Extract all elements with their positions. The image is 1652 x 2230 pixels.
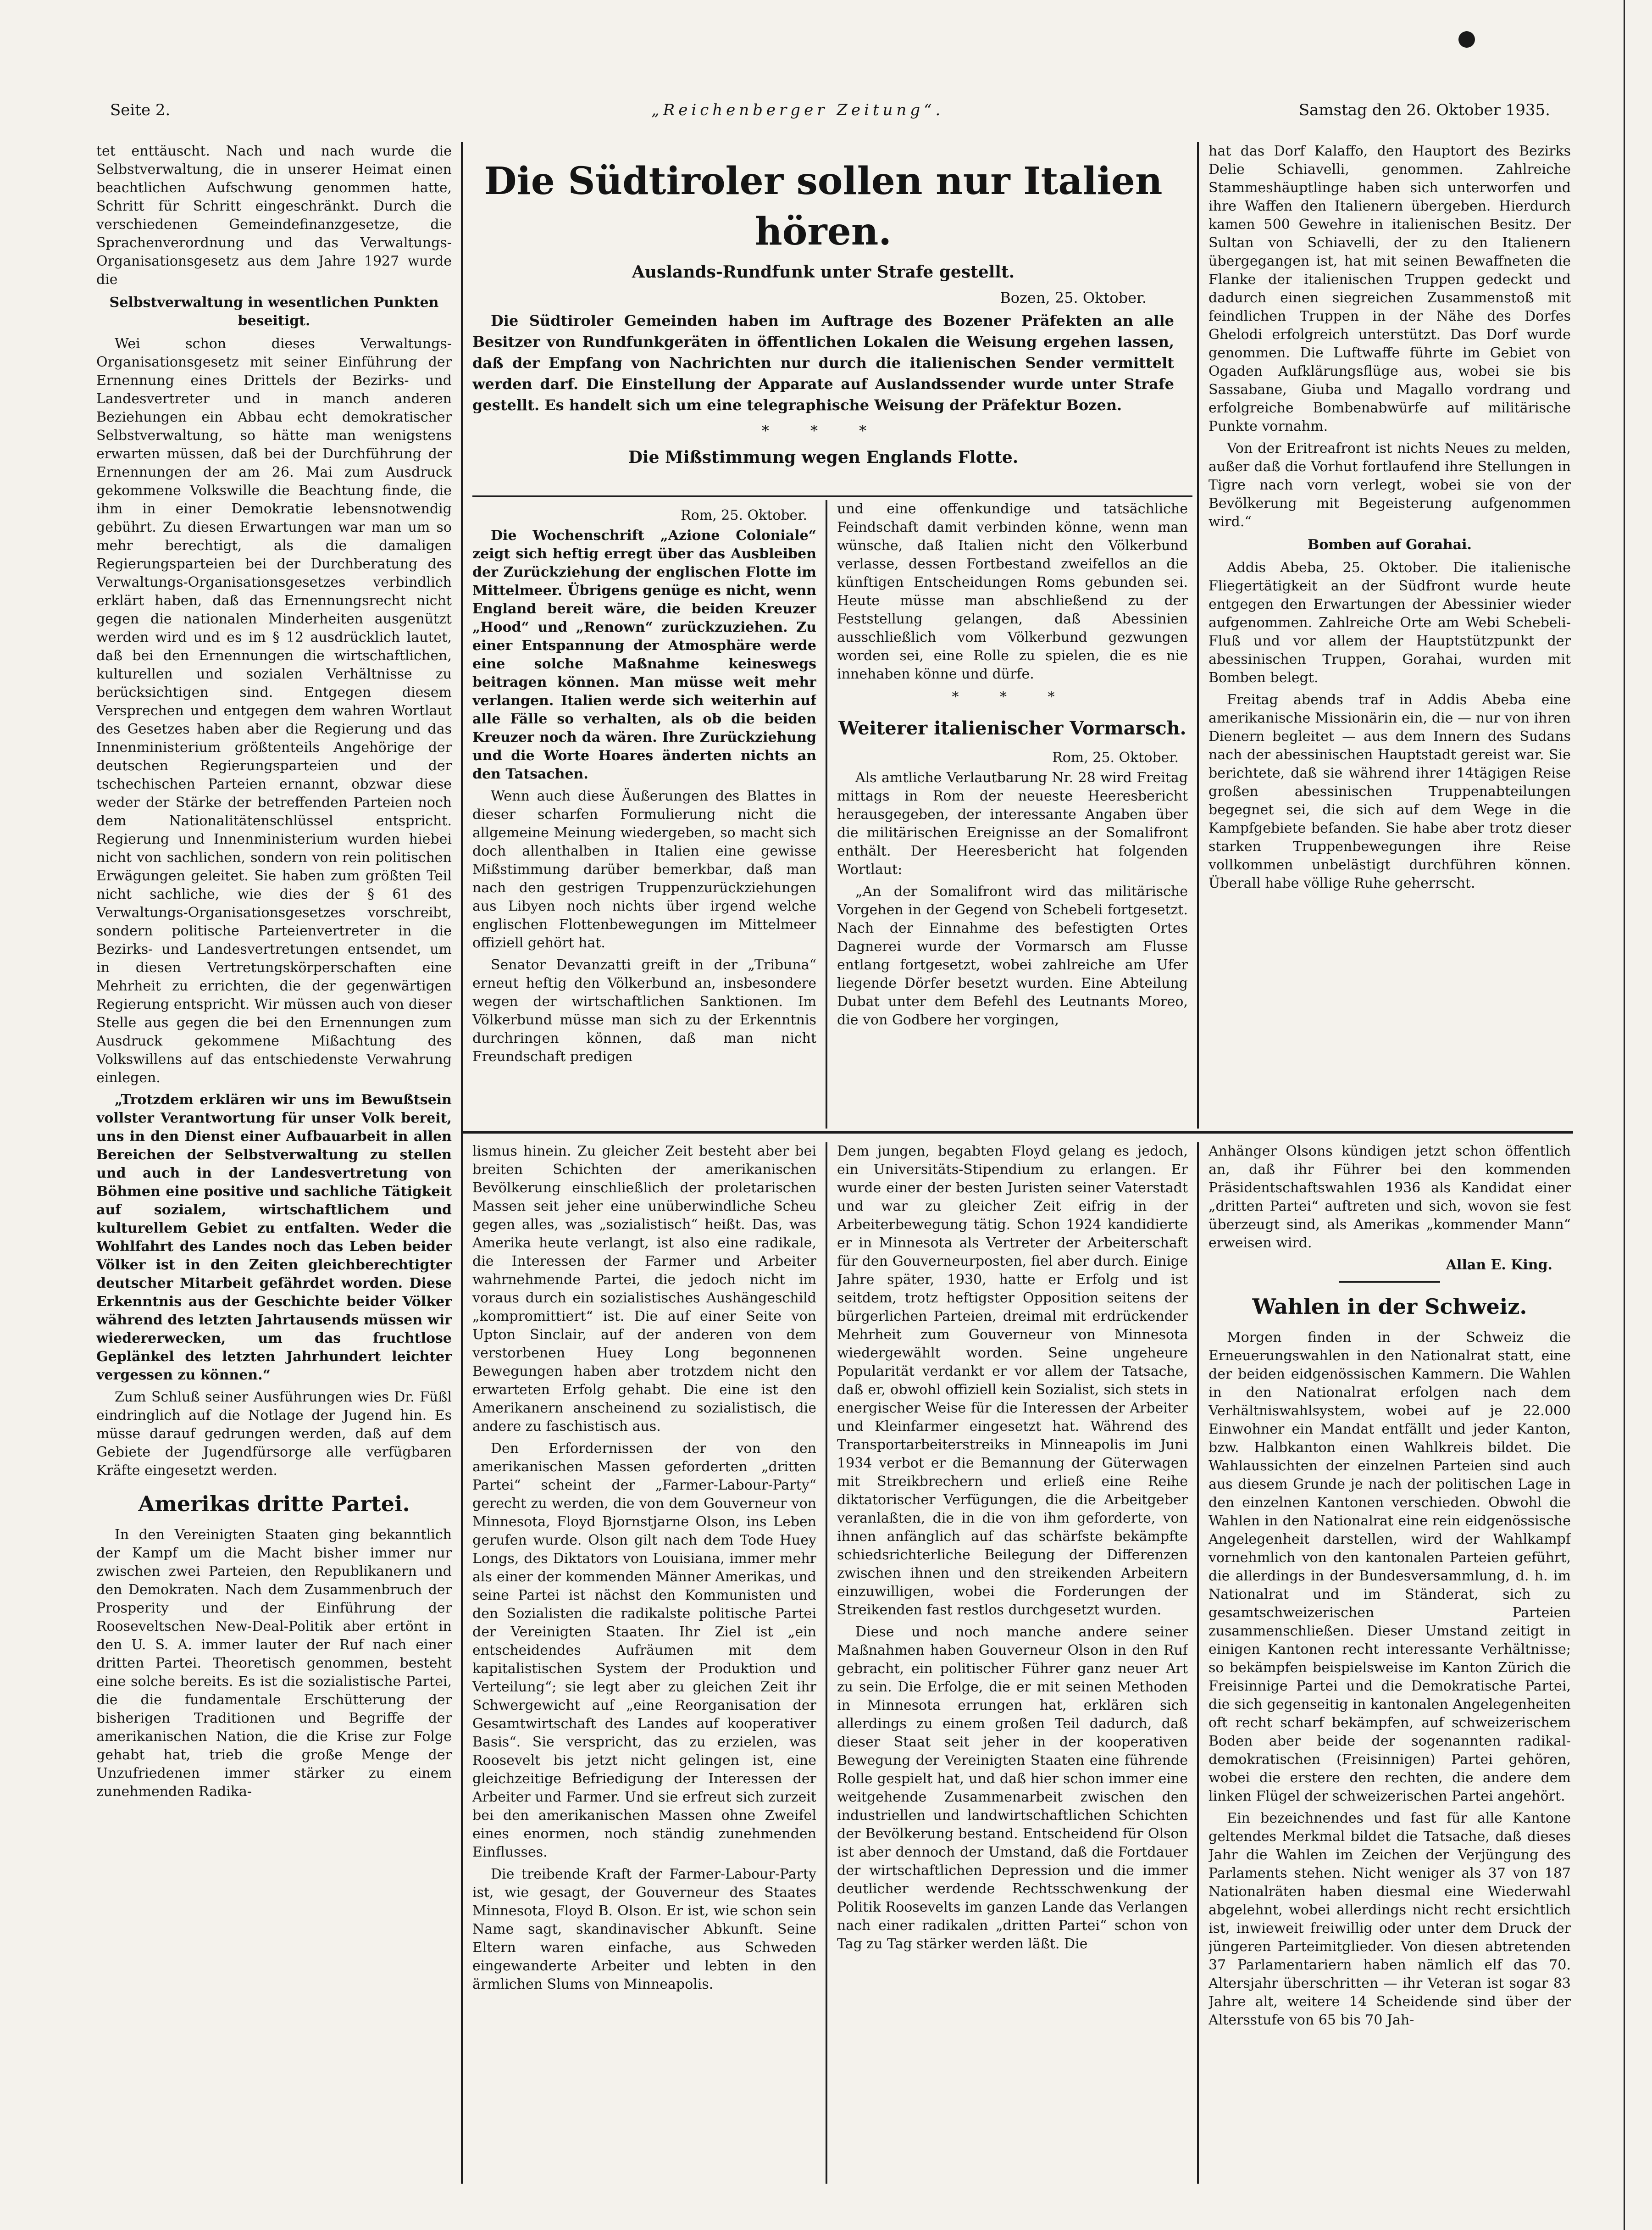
section-divider [463,1131,1573,1134]
dateline: Rom, 25. Oktober. [1052,750,1179,766]
dateline: Bozen, 25. Oktober. [1000,289,1147,306]
column-3-upper [837,500,1188,1124]
column-2-upper [472,505,816,1124]
column-4-lower [1209,1142,1571,2179]
paragraph: Addis Abeba, 25. Oktober. Die italienische Fliegertätigkeit an der Südfront wurde heute entgegen den Erwartungen der Abessinier wieder aufgenommen. Zahlreiche Orte am Webi Schebeli-Fluß und vor allem der Hauptstützpunkt der abessinischen Truppen, Gorahai, wurden mit Bomben belegt. [1209,560,1571,686]
subheading: Bomben auf Gorahai. [1308,537,1472,553]
paragraph: Freitag abends traf in Addis Abeba eine amerikanische Missionärin ein, die — nur von ihren Dienern begleitet — aus dem Innern des Sudans nach der abessinischen Hauptstadt gereist war. Sie berichtete, daß sie während ihrer 14tägigen Reise großen abessinischen Truppenabteilungen begegnet sei, die sich auf dem Wege in die Kampfgebiete befanden. Sie habe aber trotz dieser starken Truppenbewegungen ihre Reise vollkommen unbelästigt durchführen können. Überall habe völlige Ruhe geherrscht. [1209,692,1571,891]
separator-line [1339,1281,1440,1283]
paragraph: Senator Devanzatti greift in der „Tribuna“ erneut heftig den Völkerbund an, insbesondere wegen der wirtschaftlichen Sanktionen. Im Völkerbund müsse man sich zu der Erkenntnis durchringen können, daß man nicht Freundschaft predigen [472,957,816,1065]
paragraph: Morgen finden in der Schweiz die Erneuerungswahlen in den Nationalrat statt, eine der beiden eidgenössischen Kammern. Die Wahlen in den Nationalrat erfolgen nach dem Verhältniswahlsystem, wobei auf je 22.000 Einwohner ein Mandat entfällt und jeder Kanton, bzw. Halbkanton einen Wahlkreis bildet. Die Wahlaussichten der einzelnen Parteien sind auch aus diesem Grunde je nach der politischen Lage in den einzelnen Kantonen verschieden. Obwohl die Wahlen in den Nationalrat eine rein eidgenössische Angelegenheit darstellen, wird der Wahlkampf vornehmlich von den kantonalen Parteien geführt, die allerdings in der Bundesversammlung, d. h. im Nationalrat und im Ständerat, sich zu gesamtschweizerischen Parteien zusammenschließen. Dieser Umstand zeitigt in einigen Kantonen recht interessante Verhältnisse; so bekämpfen beispielsweise im Kanton Zürich die Freisinnige Partei und die Demokratische Partei, die sich gegenseitig in kantonalen Angelegenheiten oft recht scharf bekämpfen, auf schweizerischem Boden aber beide der sogenannten radikal-demokratischen (Freisinnigen) Partei gehören, wobei die erstere den rechten, die andere dem linken Flügel der schweizerischen Partei angehört. [1209,1329,1571,1804]
article-title: Amerikas dritte Partei. [138,1491,410,1516]
column-4-upper [1209,142,1571,1124]
column-rule-4 [826,1142,827,2184]
paragraph: Zum Schluß seiner Ausführungen wies Dr. Füßl eindringlich auf die Notlage der Jugend hin. Es müsse darauf gedrungen werden, daß auf dem Gebiete der Jugendfürsorge alle verfügbaren Kräfte eingesetzt werden. [96,1389,452,1479]
page-number: Seite 2. [110,101,171,119]
paragraph: „An der Somalifront wird das militärische Vorgehen in der Gegend von Schebeli fortgesetzt. Nach der Einnahme des befestigten Ortes Dagnerei wurde der Vormarsch am Flusse entlang fortgesetzt, wobei zahlreiche am Ufer liegende Dörfer besetzt wurden. Eine Abteilung Dubat unter dem Befehl des Leutnants Moreo, die von Godbere her vorgingen, [837,884,1188,1028]
separator-stars: * * * [761,422,885,439]
paragraph: Die Wochenschrift „Azione Coloniale“ zeigt sich heftig erregt über das Ausbleiben der Zurückziehung der englischen Flotte im Mittelmeer. Übrigens genüge es nicht, wenn England bereit wäre, die beiden Kreuzer „Hood“ und „Renown“ zurückzuziehen. Zu einer Entspannung der Atmosphäre werde eine solche Maßnahme keineswegs beitragen können. Man müsse weit mehr verlangen. Italien werde sich weiterhin auf alle Fälle so verhalten, als ob die beiden Kreuzer noch da wären. Ihre Zurückziehung und die Worte Hoares änderten nichts an den Tatsachen. [472,528,816,782]
paragraph: Diese und noch manche andere seiner Maßnahmen haben Gouverneur Olson in den Ruf gebracht, ein politischer Führer ganz neuer Art zu sein. Die Erfolge, die er mit seinen Methoden in Minnesota errungen hat, erklären sich allerdings zu einem großen Teil dadurch, daß dieser Staat seit jeher in der kooperativen Bewegung der Vereinigten Staaten eine führende Rolle gespielt hat, und daß hier schon immer eine weitgehende Zusammenarbeit zwischen den industriellen und landwirtschaftlichen Schichten der Bevölkerung bestand. Entscheidend für Olson ist aber dennoch der Umstand, daß die Fortdauer der wirtschaftlichen Depression und die immer deutlicher werdende Rechtsschwenkung der Politik Roosevelts im ganzen Lande das Verlangen nach einer radikalen „dritten Partei“ schon von Tag zu Tag stärker werden läßt. Die [837,1624,1188,1952]
article-subtitle: Auslands-Rundfunk unter Strafe gestellt. [632,262,1015,282]
paragraph: Dem jungen, begabten Floyd gelang es jedoch, ein Universitäts-Stipendium zu erlangen. Er wurde einer der besten Juristen seiner Vaterstadt und war zu gleicher Zeit eifrig in der Arbeiterbewegung tätig. Schon 1924 kandidierte er in Minnesota als Vertreter der Arbeiterschaft für den Gouverneurposten, fiel aber durch. Einige Jahre später, 1930, hatte er Erfolg und ist seitdem, trotz heftigster Opposition seitens der bürgerlichen Parteien, dreimal mit erdrückender Mehrheit zum Gouverneur von Minnesota wiedergewählt worden. Seine ungeheure Popularität verdankt er vor allem der Tatsache, daß er, obwohl offiziell kein Sozialist, sich stets in energischer Weise für die Interessen der Arbeiter und Kleinfarmer eingesetzt hat. Während des Transportarbeiterstreiks in Minneapolis im Juni 1934 verbot er die Bemannung der Güterwagen mit Streikbrechern und erließ eine Reihe diktatorischer Verfügungen, die die Arbeitgeber veranlaßten, die in die von ihm geforderte, von ihnen anfänglich auf das schärfste bekämpfte schiedsrichterliche Beilegung der Differenzen zwischen ihnen und den streikenden Arbeitern einzuwilligen, wobei die Forderungen der Streikenden fast restlos durchgesetzt wurden. [837,1143,1188,1618]
paragraph: Die Südtiroler Gemeinden haben im Auftrage des Bozener Präfekten an alle Besitzer von Rundfunkgeräten in öffentlichen Lokalen die Weisung ergehen lassen, daß der Empfang von Nachrichten nur durch die italienischen Sender vermittelt werden darf. Die Einstellung der Apparate auf Auslandssender wurde unter Strafe gestellt. Es handelt sich um eine telegraphische Weisung der Präfektur Bozen. [472,312,1174,414]
column-rule-5 [1197,1142,1199,2184]
column-3-lower [837,1142,1188,2179]
paragraph: hat das Dorf Kalaffo, den Hauptort des Bezirks Delie Schiavelli, genommen. Zahlreiche Stammeshäuptlinge haben sich unterworfen und ihre Waffen den Italienern übergeben. Hierdurch kamen 500 Gewehre in italienischen Besitz. Der Sultan von Schiavelli, der zu den Italienern übergegangen ist, hat mit seinen Bewaffneten die Flanke der italienischen Truppen gedeckt und dadurch einen siegreichen Zusammenstoß mit feindlichen Truppen in der Nähe des Dorfes Ghelodi erfolgreich unterstützt. Das Dorf wurde genommen. Die Luftwaffe führte im Gebiet von Ogaden Aufklärungsflüge aus, wobei sie bis Sassabane, Giuba und Magallo vordrang und erfolgreiche Bombenabwürfe auf militärische Punkte vornahm. [1209,143,1571,434]
paragraph: Anhänger Olsons kündigen jetzt schon öffentlich an, daß ihr Führer bei den kommenden Präsidentschaftswahlen 1936 als Kandidat einer „dritten Partei“ auftreten und sich, wovon sie fest überzeugt sind, als Amerikas „kommender Mann“ erweisen wird. [1209,1143,1571,1251]
dateline: Rom, 25. Oktober. [681,507,807,523]
paragraph: „Trotzdem erklären wir uns im Bewußtsein vollster Verantwortung für unser Volk bereit, uns in den Dienst einer Aufbauarbeit in allen Bereichen der Selbstverwaltung zu stellen und auch in der Landesvertretung von Böhmen eine positive und sachliche Tätigkeit auf sozialem, wirtschaftlichem und kulturellem Gebiet zu entfalten. Weder die Wohlfahrt des Landes noch das Leben beider Völker ist in den Zeiten gleichberechtigter deutscher Mitarbeit gefährdet worden. Diese Erkenntnis aus der Geschichte beider Völker während des letzten Jahrtausends müssen wir wiedererwecken, um das fruchtlose Geplänkel des letzten Jahrhundert leichter vergessen zu können.“ [96,1092,452,1383]
author-signature: Allan E. King. [1446,1257,1552,1273]
column-rule-3 [826,500,827,1129]
issue-date: Samstag den 26. Oktober 1935. [1298,101,1550,119]
subheading: Selbstverwaltung in wesentlichen Punkten beseitigt. [109,295,439,329]
column-1 [96,142,452,2179]
paragraph: Ein bezeichnendes und fast für alle Kantone geltendes Merkmal bildet die Tatsache, daß dieses Jahr die Wahlen im Zeichen der Verjüngung des Parlaments stehen. Nicht weniger als 37 von 187 Nationalräten haben diesmal eine Wiederwahl abgelehnt, wobei allerdings nicht recht ersichtlich ist, inwieweit freiwillig oder unter dem Druck der jüngeren Parteimitglieder. Von diesen abtretenden 37 Parlamentariern haben nämlich elf das 70. Altersjahr überschritten — ihr Veteran ist sogar 83 Jahre alt, weitere 14 Scheidende sind über der Altersstufe von 65 bis 70 Jah- [1209,1810,1571,2028]
page-header [110,101,1550,128]
paragraph: Die treibende Kraft der Farmer-Labour-Party ist, wie gesagt, der Gouverneur des Staates Minnesota, Floyd B. Olson. Er ist, wie schon sein Name sagt, skandinavischer Abkunft. Seine Eltern waren einfache, aus Schweden eingewanderte Arbeiter und lebten in den ärmlichen Slums von Minneapolis. [472,1866,816,1992]
paragraph: und eine offenkundige und tatsächliche Feindschaft damit verbinden könne, wenn man wünsche, daß Italien nicht den Völkerbund verlasse, dessen Fortbestand zweifellos an die künftigen Entscheidungen Roms gebunden sei. Heute müsse man abschließend zu der Feststellung gelangen, daß Abessinien ausschließlich vom Völkerbund gezwungen worden sei, eine Rolle zu spielen, die es nie innehaben könne und dürfe. [837,501,1188,682]
column-2-lower [472,1142,816,2179]
article-subtitle: Die Mißstimmung wegen Englands Flotte. [628,448,1019,467]
paragraph: Wei schon dieses Verwaltungs-Organisationsgesetz mit seiner Einführung der Ernennung eines Drittels der Bezirks- und Landesvertreter und in manch anderen Beziehungen ein Abbau echt demokratischer Selbstverwaltung, so hätte man wenigstens erwarten müssen, daß bei der Durchführung der Ernennungen der am 26. Mai zum Ausdruck gekommene Volkswille die Beachtung finde, die ihm in einer Demokratie lebensnotwendig gebührt. Zu diesen Erwartungen war man um so mehr berechtigt, als die damaligen Regierungsparteien bei der Durchberatung des Verwaltungs-Organisationsgesetzes verbindlich erklärt haben, daß das Ernennungsrecht nicht gegen die nationalen Minderheiten ausgenützt werden wird und es im § 12 ausdrücklich lautet, daß bei den Ernennungen die wirtschaftlichen, kulturellen und sozialen Verhältnisse zu berücksichtigen sind. Entgegen diesem Versprechen und entgegen dem wahren Wortlaut des Gesetzes haben aber die Regierung und das Innenministerium größtenteils Angehörige der deutschen Regierungsparteien und der tschechischen Parteien ernannt, obzwar diese weder der Stärke der betreffenden Parteien noch dem Nationalitätenschlüssel entspricht. Regierung und Innenministerium wurden hiebei nicht von sachlichen, sondern von rein politischen Erwägungen geleitet. Sie haben zum größten Teil nicht sachliche, wie dies der § 61 des Verwaltungs-Organisationsgesetzes vorschreibt, sondern politische Parteienvertreter in die Bezirks- und Landesvertretungen entsendet, um in diesen Vertretungskörperschaften eine Mehrheit zu errichten, die der gegenwärtigen Regierung entspricht. Wir müssen auch von dieser Stelle aus gegen die bei den Ernennungen zum Ausdruck gekommene Mißachtung des Volkswillens auf das entschiedenste Verwahrung einlegen. [96,336,452,1086]
column-rule-1 [461,142,463,2184]
masthead: „Reichenberger Zeitung“. [651,101,944,119]
paragraph: Den Erfordernissen der von den amerikanischen Massen geforderten „dritten Partei“ scheint der „Farmer-Labour-Party“ gerecht zu werden, die von dem Gouverneur von Minnesota, Floyd Bjornstjarne Olson, ins Leben gerufen wurde. Olson gilt nach dem Tode Huey Longs, des Diktators von Louisiana, immer mehr als einer der kommenden Männer Amerikas, und seine Partei ist nächst den Kommunisten und den Sozialisten die radikalste politische Partei der Vereinigten Staaten. Ihr Ziel ist „ein entscheidendes Aufräumen mit dem kapitalistischen System der Produktion und Verteilung“; sie legt aber zu gleichen Zeit ihr Schwergewicht auf „eine Reorganisation der Gesamtwirtschaft des Landes auf kooperativer Basis“. Sie verspricht, das zu erzielen, was Roosevelt bis jetzt nicht gelingen ist, eine gleichzeitige Befriedigung der Interessen der Arbeiter und Farmer. Und sie erfreut sich zurzeit bei den amerikanischen Massen ohne Zweifel eines enormen, noch ständig zunehmenden Einflusses. [472,1440,816,1860]
article-title: Wahlen in der Schweiz. [1252,1294,1527,1319]
page-edge-line [1624,0,1625,2230]
ink-dot [1458,31,1475,48]
paragraph: tet enttäuscht. Nach und nach wurde die Selbstverwaltung, die in unserer Heimat einen beachtlichen Aufschwung genommen hatte, Schritt für Schritt eingeschränkt. Durch die verschiedenen Gemeindefinanzgesetze, die Sprachenverordnung und das Verwaltungs-Organisationsgesetz aus dem Jahre 1927 wurde die [96,143,452,288]
paragraph: Von der Eritreafront ist nichts Neues zu melden, außer daß die Vorhut fortlaufend ihre Stellungen in Tigre nach vorn verlegt, wobei sie von der Bevölkerung mit Begeisterung aufgenommen wird.“ [1209,440,1571,530]
paragraph: Wenn auch diese Äußerungen des Blattes in dieser scharfen Formulierung nicht die allgemeine Meinung wiedergeben, so macht sich doch allenthalben in Italien eine gewisse Mißstimmung darüber bemerkbar, daß man nach den gestrigen Truppenzurückziehungen aus Libyen noch nichts über irgend welche englischen Flottenbewegungen im Mittelmeer offiziell gehört hat. [472,788,816,951]
separator-stars: * * * [952,689,1073,705]
article-title: Die Südtiroler sollen nur Italien hören. [484,159,1163,254]
paragraph: lismus hinein. Zu gleicher Zeit besteht aber bei breiten Schichten der amerikanischen Bevölkerung einschließlich der proletarischen Massen seit jeher eine unüberwindliche Scheu gegen alles, was „sozialistisch“ heißt. Das, was Amerika heute verlangt, ist also eine radikale, die Interessen der Farmer und Arbeiter wahrnehmende Partei, die jedoch nicht im voraus durch ein sozialistisches Aushängeschild „kompromittiert“ ist. Die auf einer Seite von Upton Sinclair, auf der anderen von dem verstorbenen Huey Long begonnenen Bewegungen haben aber trotzdem nicht den erwarteten Erfolg gehabt. Die eine ist den Amerikanern anscheinend zu sozialistisch, die andere zu faschistisch aus. [472,1143,816,1435]
column-rule-2 [1197,142,1199,1129]
article-title: Weiterer italienischer Vormarsch. [838,717,1186,739]
banner-article [472,151,1174,500]
paragraph: In den Vereinigten Staaten ging bekanntlich der Kampf um die Macht bisher immer nur zwischen zwei Parteien, den Republikanern und den Demokraten. Nach dem Zusammenbruch der Prosperity und der Einführung der Rooseveltschen New-Deal-Politik aber ertönt in den U. S. A. immer lauter der Ruf nach einer dritten Partei. Theoretisch genommen, besteht eine solche bereits. Es ist die sozialistische Partei, die die fundamentale Erschütterung der bisherigen Traditionen und Begriffe der amerikanischen Nation, die die Krise zur Folge gehabt hat, trieb die große Menge der Unzufriedenen immer stärker zu einem zunehmenden Radika- [96,1527,452,1800]
paragraph: Als amtliche Verlautbarung Nr. 28 wird Freitag mittags in Rom der neueste Heeresbericht herausgegeben, der interessante Angaben über die militärischen Ereignisse an der Somalifront enthält. Der Heeresbericht hat folgenden Wortlaut: [837,770,1188,878]
